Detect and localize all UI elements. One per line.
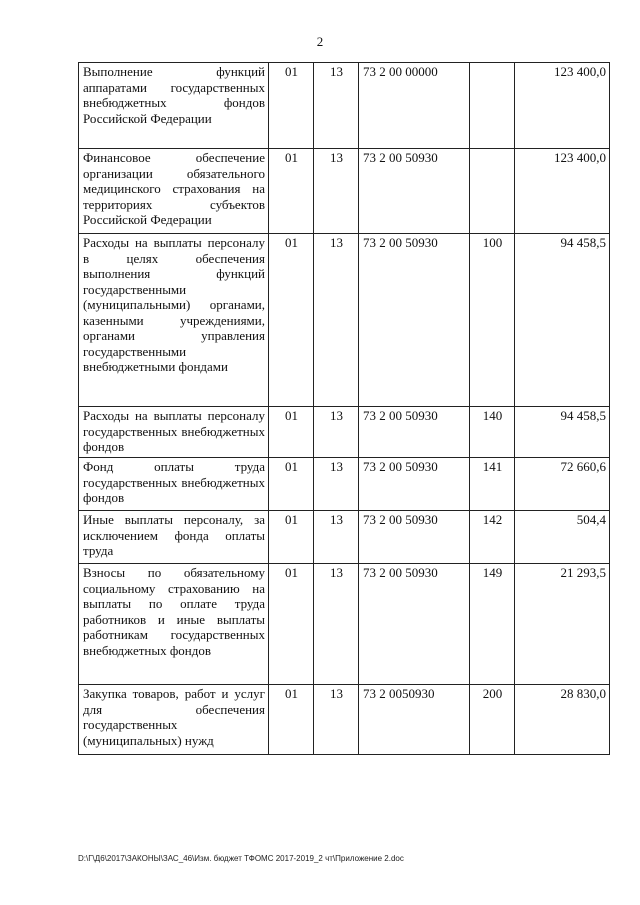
table-row	[79, 63, 610, 149]
row-target-article: 73 2 00 50930	[359, 564, 470, 685]
row-target-article: 73 2 00 50930	[359, 511, 470, 564]
row-target-article: 73 2 00 50930	[359, 149, 470, 234]
row-name: Закупка товаров, работ и услуг для обеспечения государственных (муниципальных) нужд	[79, 685, 269, 755]
table-row	[79, 234, 610, 407]
row-name: Фонд оплаты труда государственных внебюджетных фондов	[79, 458, 269, 511]
row-amount: 21 293,5	[515, 564, 610, 685]
table-row	[79, 149, 610, 234]
row-name: Финансовое обеспечение организации обязательного медицинского страхования на территориях субъектов Российской Федерации	[79, 149, 269, 234]
row-name: Взносы по обязательному социальному страхованию на выплаты по оплате труда работников и иные выплаты работникам государственных внебюджетных фондов	[79, 564, 269, 685]
file-path-footer: D:\Г\Д6\2017\ЗАКОНЫ\ЗАС_46\Изм. бюджет ТФОМС 2017-2019_2 чт\Приложение 2.doc	[78, 854, 404, 863]
row-section: 01	[269, 149, 314, 234]
row-subsection: 13	[314, 685, 359, 755]
row-expense-type: 149	[470, 564, 515, 685]
row-expense-type	[470, 63, 515, 149]
row-expense-type: 141	[470, 458, 515, 511]
row-amount: 28 830,0	[515, 685, 610, 755]
row-subsection: 13	[314, 149, 359, 234]
table-row	[79, 511, 610, 564]
row-amount: 123 400,0	[515, 149, 610, 234]
row-subsection: 13	[314, 63, 359, 149]
row-expense-type: 200	[470, 685, 515, 755]
row-section: 01	[269, 63, 314, 149]
row-subsection: 13	[314, 564, 359, 685]
row-section: 01	[269, 685, 314, 755]
table-row	[79, 458, 610, 511]
row-section: 01	[269, 458, 314, 511]
row-expense-type	[470, 149, 515, 234]
row-amount: 504,4	[515, 511, 610, 564]
row-target-article: 73 2 00 50930	[359, 234, 470, 407]
row-amount: 72 660,6	[515, 458, 610, 511]
row-section: 01	[269, 234, 314, 407]
row-section: 01	[269, 564, 314, 685]
budget-table	[78, 62, 610, 755]
row-target-article: 73 2 00 50930	[359, 407, 470, 458]
row-target-article: 73 2 0050930	[359, 685, 470, 755]
row-name: Расходы на выплаты персоналу государственных внебюджетных фондов	[79, 407, 269, 458]
row-expense-type: 100	[470, 234, 515, 407]
row-section: 01	[269, 407, 314, 458]
row-amount: 94 458,5	[515, 407, 610, 458]
row-target-article: 73 2 00 00000	[359, 63, 470, 149]
row-name: Расходы на выплаты персоналу в целях обеспечения выполнения функций государственными (муниципальными) органами, казенными учреждениями, органами управления государственными внебюджетными фондами	[79, 234, 269, 407]
table-row	[79, 685, 610, 755]
row-amount: 123 400,0	[515, 63, 610, 149]
row-subsection: 13	[314, 458, 359, 511]
row-target-article: 73 2 00 50930	[359, 458, 470, 511]
row-name: Иные выплаты персоналу, за исключением фонда оплаты труда	[79, 511, 269, 564]
row-expense-type: 140	[470, 407, 515, 458]
page-number: 2	[316, 34, 324, 49]
table-row	[79, 407, 610, 458]
row-name: Выполнение функций аппаратами государственных внебюджетных фондов Российской Федерации	[79, 63, 269, 149]
row-subsection: 13	[314, 234, 359, 407]
table-row	[79, 564, 610, 685]
row-subsection: 13	[314, 511, 359, 564]
row-expense-type: 142	[470, 511, 515, 564]
row-subsection: 13	[314, 407, 359, 458]
row-amount: 94 458,5	[515, 234, 610, 407]
row-section: 01	[269, 511, 314, 564]
